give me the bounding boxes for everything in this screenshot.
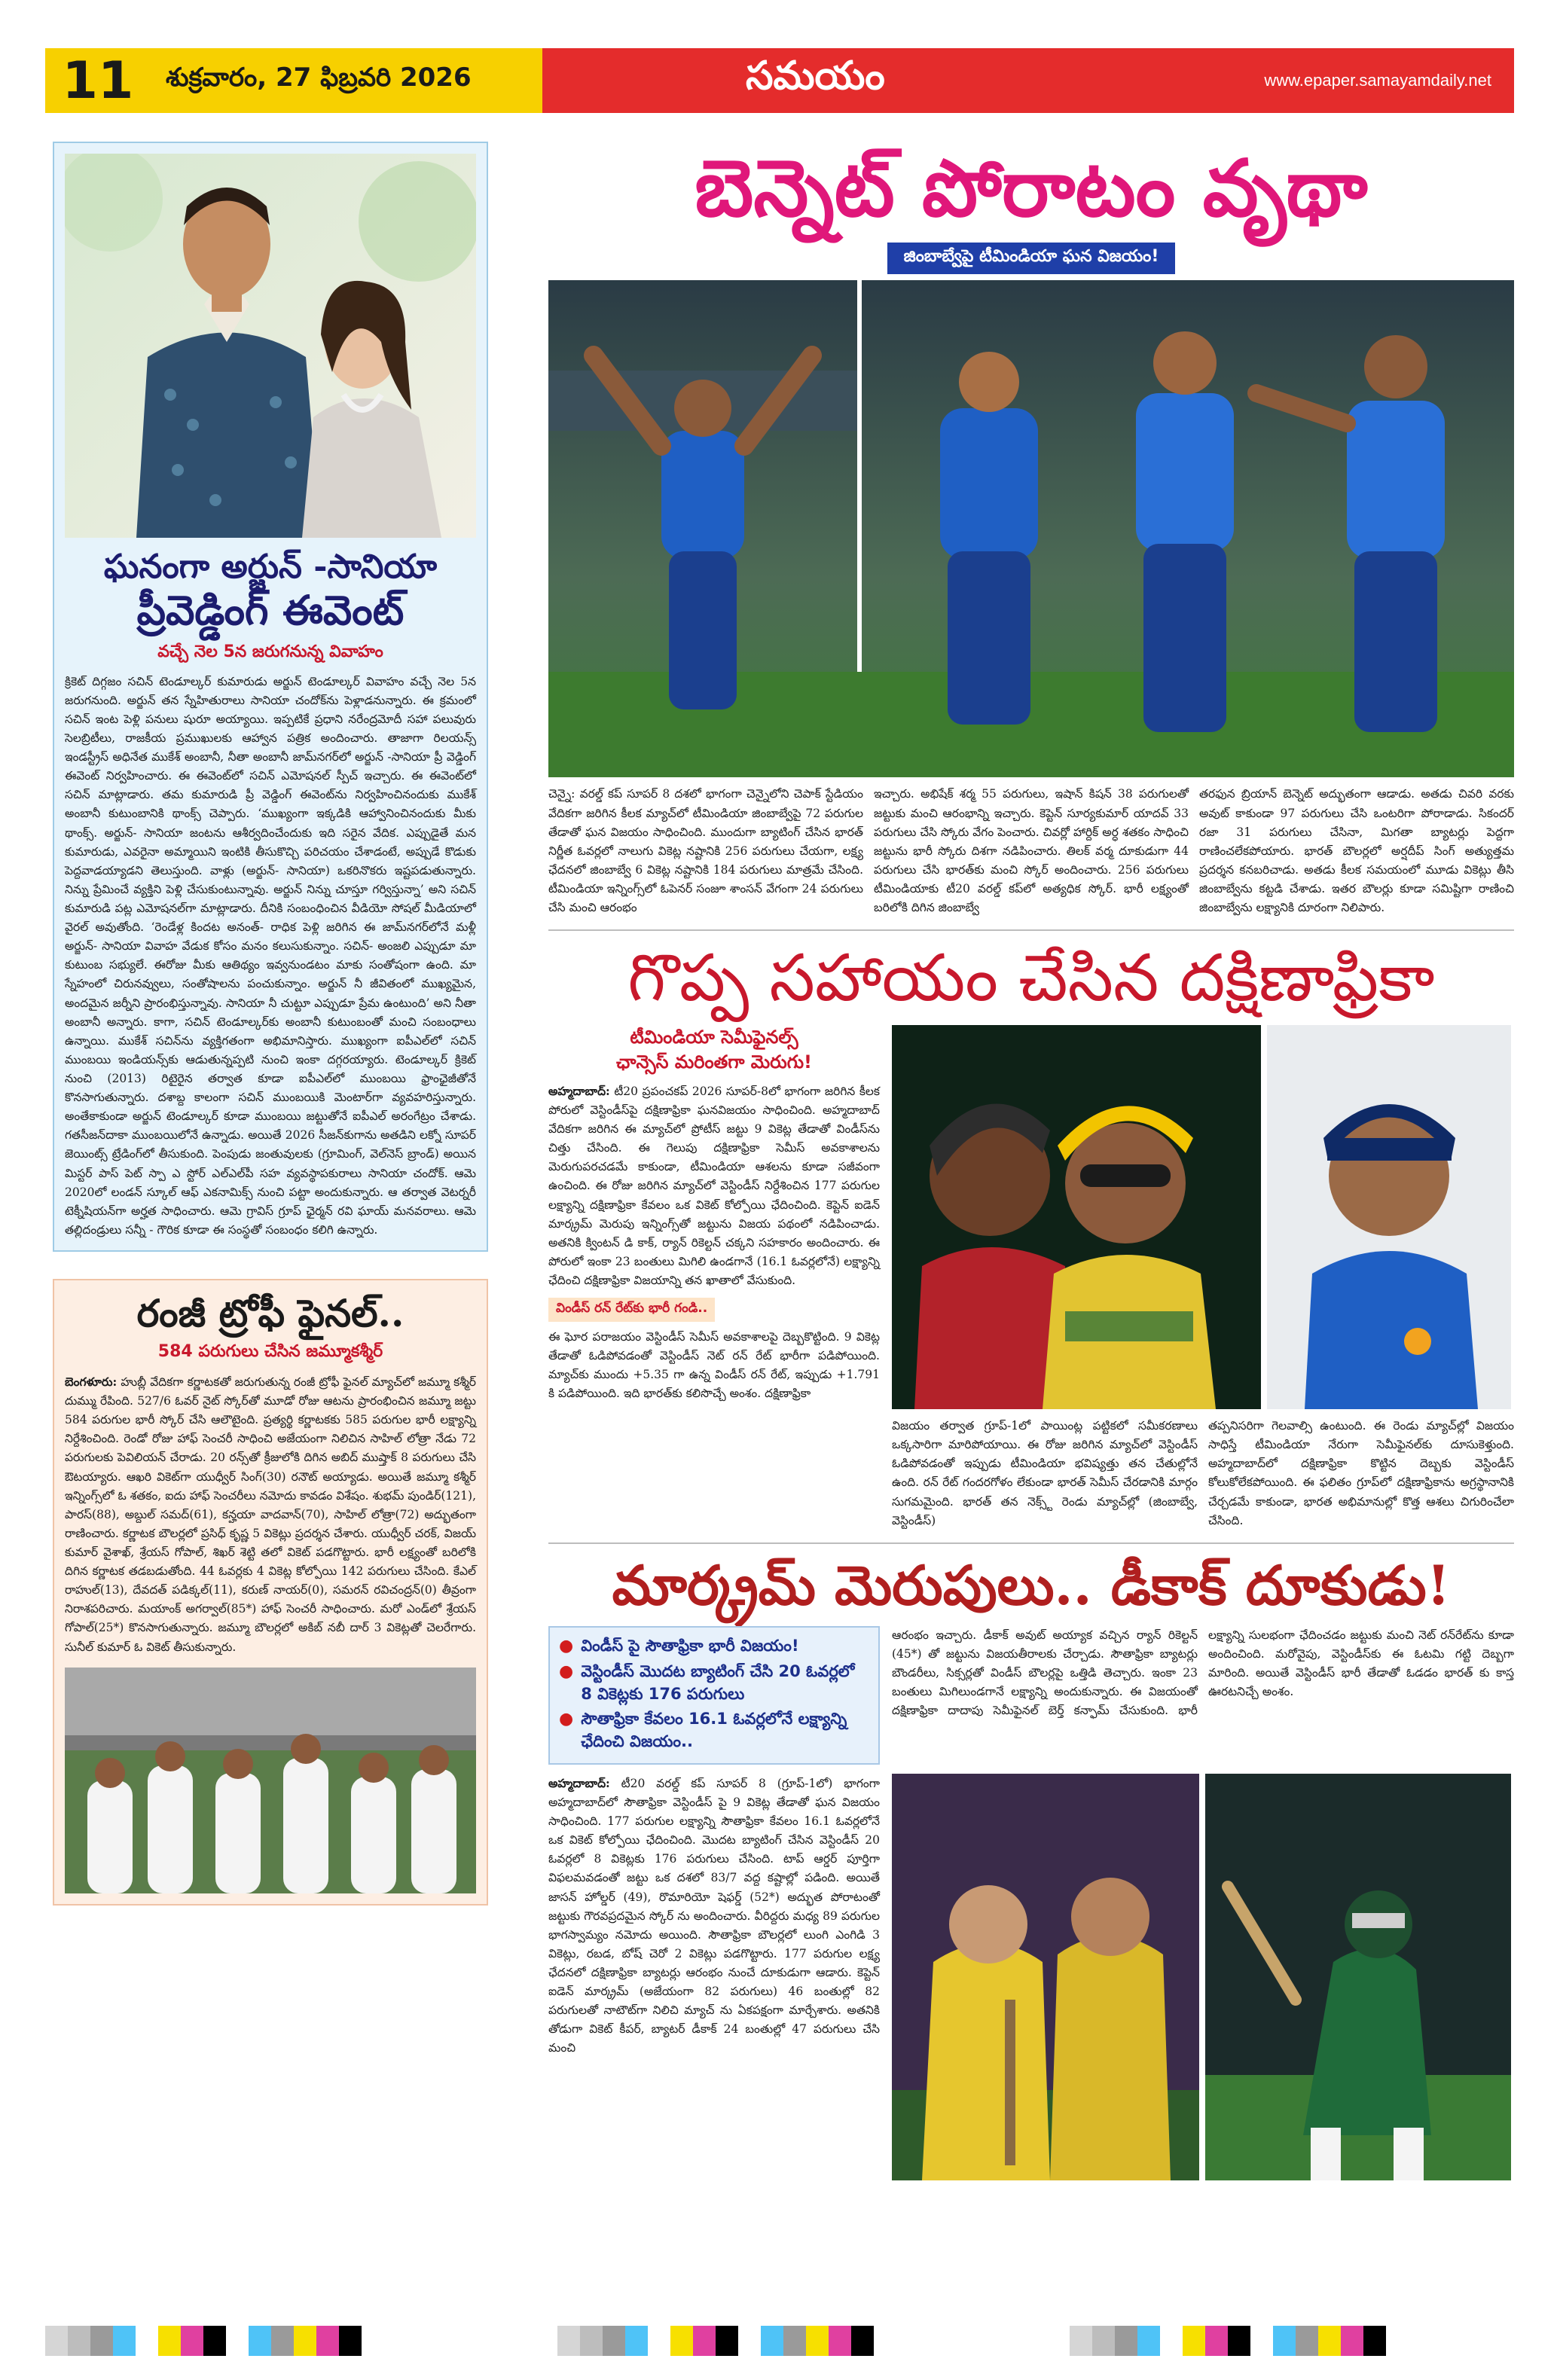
lead-column-3: తరఫున బ్రియాన్ బెన్నెట్ అద్భుతంగా ఆడాడు. అతడు చివరి వరకు అవుట్ కాకుండా 97 పరుగులు చేసి ఒంటరిగా పోరాడాడు. సికందర్ రజా 31 పరుగులు చేసినా, మిగతా బ్యాటర్లు పెద్దగా రాణించలేకపోయారు. భారత్ బౌలర్లలో అర్షదీప్ సింగ్ అత్యుత్తమ ప్రదర్శన కనబరిచాడు. అతడు కీలక సమయంలో మూడు వికెట్లు తీసి జింబాబ్వేను కట్టడి చేశాడు. ఇతర బౌలర్లు కూడా సమిష్టిగా రాణించి జింబాబ్వేను లక్ష్యానికి దూరంగా నిలిపారు. — [1199, 787, 1514, 915]
registration-swatch — [90, 2326, 113, 2356]
registration-swatch — [806, 2326, 829, 2356]
bullet-dot-icon: ● — [559, 1710, 574, 1729]
sa-players-illustration — [892, 1025, 1261, 1409]
sa-lower-columns — [892, 1417, 1514, 1530]
section-divider-1 — [548, 929, 1514, 931]
registration-swatch — [1296, 2326, 1318, 2356]
ranji-dateline: బెంగళూరు: — [65, 1374, 118, 1389]
lead-kicker: జింబాబ్వేపై టీమిండియా ఘన విజయం! — [887, 243, 1176, 274]
registration-swatch — [716, 2326, 738, 2356]
registration-swatch — [1273, 2326, 1296, 2356]
markram-photos — [892, 1774, 1514, 2180]
couple-photo-illustration — [65, 154, 476, 538]
registration-swatch — [1092, 2326, 1115, 2356]
masthead — [45, 48, 1514, 113]
registration-swatch — [648, 2326, 670, 2356]
registration-swatch — [738, 2326, 761, 2356]
markram-dateline: అహ్మదాబాద్: — [548, 1775, 610, 1790]
registration-swatch — [1363, 2326, 1386, 2356]
registration-swatch — [181, 2326, 203, 2356]
brand-bar — [542, 48, 1514, 113]
registration-swatch — [249, 2326, 271, 2356]
registration-swatch — [271, 2326, 294, 2356]
lead-column-2: ఇచ్చారు. అభిషేక్ శర్మ 55 పరుగులు, ఇషాన్ కిషన్ 38 పరుగులతో జట్టుకు మంచి ఆరంభాన్ని ఇచ్చారు. కెప్టెన్ సూర్యకుమార్ యాదవ్ 33 పరుగులు చేసి స్కోరు వేగం పెంచారు. చివర్లో హార్దిక్ అర్ధ శతకం సాధించి జట్టును భారీ స్కోరు దిశగా నడిపించారు. తిలక్ వర్మ దూకుడుగా 44 పరుగులు చేసి భారత్‌కు మంచి స్కోర్ అందించారు. 256 పరుగులు టీమిండియాకు టీ20 వరల్డ్ కప్‌లో అత్యధిక స్కోర్. భారీ లక్ష్యంతో బరిలోకి దిగిన జింబాబ్వే — [874, 787, 1189, 915]
registration-bar-left — [45, 2326, 362, 2356]
ranji-story-body — [65, 1372, 476, 1657]
couple-photo — [65, 154, 476, 538]
registration-swatch — [136, 2326, 158, 2356]
sa-body2-col1: ఈ ఘోర పరాజయం వెస్టిండీస్ సెమీస్ అవకాశాలపై దెబ్బకొట్టింది. 9 వికెట్ల తేడాతో ఓడిపోవడంతో వెస్టిండీస్ నెట్ రన్ రేట్ భారీగా పడిపోయింది. మ్యాచ్‌కు ముందు +5.35 గా ఉన్న విండీస్ రన్ రేట్, ఇప్పుడు +1.791 కి పడిపోయింది. ఇది భారత్‌కు కలిసొచ్చే అంశం. దక్షిణాఫ్రికా — [548, 1330, 880, 1401]
registration-swatch — [1137, 2326, 1160, 2356]
page-number: 11 — [45, 48, 151, 113]
sa-photos-and-text — [892, 1025, 1514, 1530]
arjun-story-body: క్రికెట్ దిగ్గజం సచిన్ టెండూల్కర్ కుమారుడు అర్జున్ టెండూల్కర్ వివాహం వచ్చే నెల 5న జరుగనుంది. అర్జున్ తన స్నేహితురాలు సానియా చందోక్‌ను పెళ్లాడనున్నారు. ఈ క్రమంలో సచిన్ ఇంట పెళ్లి పనులు షురూ అయ్యాయి. ఇప్పటికే ప్రధాని నరేంద్రమోదీ సహా పలువురు సెలబ్రిటీలు, రాజకీయ ప్రముఖులకు ఆహ్వాన పత్రిక అందించారు. తాజాగా రిలయన్స్ ఇండస్ట్రీస్ అధినేత ముకేశ్ అంబానీ, నీతా అంబానీ జామ్‌నగర్‌లో అర్జున్ -సానియా ప్రీ వెడ్డింగ్ ఈవెంట్ నిర్వహించారు. ఈ ఈవెంట్‌లో సచిన్ ఎమోషనల్ స్పీచ్ ఇచ్చారు. ఈ ఈవెంట్‌లో సచిన్ మాట్లాడారు. తమ కుమారుడి ప్రీ వెడ్డింగ్ ఈవెంట్‌ను నిర్వహించినందుకు ముకేశ్ అంబానీ కుటుంబానికి థాంక్స్ చెప్పారు. ‘ముఖ్యంగా ఇక్కడికి ఆహ్వానించినందుకు మీకు థాంక్స్. అర్జున్- సానియా జంటను ఆశీర్వదించేందుకు ఇది సరైన వేదిక. ఎప్పుడైతే మన కుమారుడు, ఎవరైనా అమ్మాయిని ఇంటికి తీసుకొచ్చి పరిచయం చేశాడంటే, అప్పుడే కొడుకు పెద్దవాడయ్యాడని తెలుస్తుంది. వాళ్లు (అర్జున్- సానియా) ఒకరినొకరు ఇష్టపడుతున్నారు. నిన్ను ప్రేమించే వ్యక్తిని పెళ్లి చేసుకుంటున్నావు. అర్జున్ నిన్ను చూస్తూ గర్విస్తున్నా’ అని సచిన్ కుమారుడి పట్ల ఎమోషనల్‌గా మాట్లాడారు. దీనికి సంబంధించిన వీడియో సోషల్ మీడియాలో వైరల్ అవుతోంది. ‘రెండేళ్ల కిందట అనంత్- రాధిక పెళ్లి జరిగిన ఈ జామ్‌నగర్‌లోనే మళ్లీ అర్జున్- సానియా వివాహ వేడుక కోసం మనం కలుసుకున్నాం. సచిన్- అంజలి ఎప్పుడూ మా కుటుంబ సభ్యులే. ఈరోజు మీకు ఆతిథ్యం ఇవ్వనుండటం మాకు సంతోషంగా ఉంది. మా స్నేహంలో చిరునవ్వులు, సంతోషాలను పంచుకున్నాం. అర్జున్ నీ జీవితంలో ముఖ్యమైన, అందమైన జర్నీని ప్రారంభిస్తున్నావు. సానియా నీ చుట్టూ ఎప్పుడూ ప్రేమ ఉంటుంది’ అని నీతా అంబానీ అన్నారు. కాగా, సచిన్ టెండూల్కర్‌కు అంబానీ కుటుంబంతో మంచి సంబంధాలు ఉన్నాయి. ముకేశ్ సచిన్‌ను వ్యక్తిగతంగా అభిమానిస్తారు. ముఖ్యంగా ఐపీఎల్‌లో సచిన్ ముంబయి ఇండియన్స్‌కు ఆడుతున్నప్పటి నుంచి ఇంకా దగ్గరయ్యారు. టెండూల్కర్ క్రికెట్ నుంచి (2013) రిటైరైన తర్వాత కూడా ఐపీఎల్‌లో ముంబయి ఫ్రాంఛైజీతోనే కొనసాగుతున్నారు. దశాబ్ద కాలంగా సచిన్ ముంబయికి మెంటార్‌గా వ్యవహరిస్తున్నారు. అంతేకాకుండా అర్జున్ టెండూల్కర్ కూడా ముంబయి జట్టుతోనే ఐపీఎల్ అరంగేట్రం చేశాడు. గతసీజన్‌దాకా ముంబయిలోనే ఉన్నాడు. అయితే 2026 సీజన్‌కుగాను అతడిని లక్నో సూపర్ జెయింట్స్ ట్రేడింగ్‌లో తీసుకుంది. పెంపుడు జంతువులకు (గ్రూమింగ్, వెల్‌నెస్ బ్రాండ్) అయిన మిస్టర్ పాస్ పెట్ స్పా ఎ స్టోర్ ఎల్‌ఎల్‌పీ సహ వ్యవస్థాపకురాలు సానియా చందోక్. ఆమె 2020లో లండన్ స్కూల్ ఆఫ్ ఎకనామిక్స్ నుంచి పట్టా అందుకున్నారు. ఆ తర్వాత వెటర్నరీ టెక్నీషియన్‌గా అర్హత సాధించారు. ఆమె గ్రావిస్ గ్రూప్ ఛైర్మన్ రవి ఘాయ్ మనవరాలు. ఆమె తల్లిదండ్రులు సన్నీ - గౌరిక కూడా ఈ సంస్థతో సంబంధం కలిగి ఉన్నారు. — [65, 674, 476, 1237]
arjun-sania-story — [53, 142, 488, 1252]
registration-swatch — [158, 2326, 181, 2356]
registration-swatch — [1115, 2326, 1137, 2356]
registration-swatch — [1318, 2326, 1341, 2356]
left-column — [53, 142, 488, 1906]
suryakumar-photo — [1267, 1025, 1511, 1409]
registration-swatch — [68, 2326, 90, 2356]
registration-swatch — [1341, 2326, 1363, 2356]
celebration-photo-illustration — [548, 280, 1514, 777]
registration-swatch — [113, 2326, 136, 2356]
registration-swatch — [203, 2326, 226, 2356]
ranji-body-text: హుబ్లీ వేదికగా కర్ణాటకతో జరుగుతున్న రంజీ ట్రోఫీ ఫైనల్ మ్యాచ్‌లో జమ్మూ కశ్మీర్ దుమ్ము రేపింది. 527/6 ఓవర్ నైట్ స్కోర్‌తో మూడో రోజు ఆటను ప్రారంభించిన జమ్మూ జట్టు 584 పరుగుల భారీ స్కోర్ చేసి ఆలౌటైంది. ప్రత్యర్థి కర్ణాటకకు 585 పరుగుల భారీ లక్ష్యాన్ని నిర్దేశించింది. రెండో రోజు హాఫ్ సెంచరీ సాధించి అజేయంగా నిలిచిన సాహిల్ లోత్రా నేడు 72 పరుగులకు పెవిలియన్ చేరాడు. 20 రన్స్‌తో క్రీజులోకి దిగిన అబిద్ ముష్తాక్ 8 పరుగులు చేసి ఔటయ్యారు. ఆఖరి వికెట్‌గా యుధ్వీర్ సింగ్(30) రనౌట్ అయ్యాడు. అయితే జమ్మూ కశ్మీర్ ఇన్నింగ్స్‌లో ఓ శతకం, ఐదు హాఫ్ సెంచరీలు నమోదు కావడం విశేషం. శుభమ్ పుండిర్(121), పారస్(88), అబ్దుల్ సమద్(61), కన్హయా వాదవాన్(70), సాహిల్ లోత్రా(72) అద్భుతంగా రాణించారు. కర్ణాటక బౌలర్లలో ప్రసిధ్ కృష్ణ 5 వికెట్లు ప్రదర్శన చేశారు. యుధ్వీర్ చరక్, విజయ్ కుమార్ వైశాఖ్, శ్రేయస్ గోపాల్, శిఖర్ శెట్టి తలో వికెట్ పడగొట్టారు. భారీ లక్ష్యంతో బరిలోకి దిగిన కర్ణాటక తడబడుతోంది. 44 ఓవర్లకు 4 వికెట్ల కోల్పోయి 142 పరుగులు చేసింది. కేఎల్ రాహుల్(13), దేవదత్ పడిక్కల్(11), కరుణ్ నాయర్(0), సమరన్ రవిచంద్రన్(0) తీవ్రంగా నిరాశపరిచారు. మయాంక్ అగర్వాల్(85*) హాఫ్ సెంచరీ సాధించారు. మరో ఎండ్‌లో శ్రేయస్ గోపాల్(25*) కొనసాగుతున్నారు. జమ్మూ బౌలర్లలో అకిబ్ నబీ దార్ 3 వికెట్లతో చెలరేగారు. సునీల్ కుమార్ ఓ వికెట్ తీసుకున్నారు. — [65, 1375, 476, 1654]
bullet-dot-icon: ● — [559, 1636, 574, 1655]
registration-swatch — [45, 2326, 68, 2356]
sa-dateline: అహ్మదాబాద్: — [548, 1083, 610, 1098]
sa-subheadline-1: టీమిండియా సెమీఫైనల్స్ — [630, 1027, 798, 1048]
registration-swatch — [580, 2326, 603, 2356]
markram-highlights — [548, 1626, 880, 1765]
batter-shot-photo — [1205, 1774, 1511, 2180]
registration-swatch — [693, 2326, 716, 2356]
registration-swatch — [670, 2326, 693, 2356]
registration-swatch — [1160, 2326, 1183, 2356]
sa-body2-col3: తప్పనిసరిగా గెలవాల్సి ఉంటుంది. ఈ రెండు మ్యాచ్‌ల్లో విజయం సాధిస్తే టీమిండియా నేరుగా సెమీఫైనల్‌కు దూసుకెళ్తుంది. అహ్మదాబాద్‌లో దక్షిణాఫ్రికా కొట్టిన దెబ్బకు వెస్టిండీస్ కోలుకోలేకపోయింది. ఈ ఫలితం గ్రూప్‌లో దక్షిణాఫ్రికాను అగ్రస్థానానికి చేర్చడమే కాకుండా, భారత అభిమానుల్లో కొత్త ఆశలు చిగురించేలా చేసింది. — [1208, 1419, 1514, 1527]
ranji-subheadline: 584 పరుగులు చేసిన జమ్మూకశ్మీర్ — [157, 1341, 383, 1361]
registration-swatch — [1070, 2326, 1092, 2356]
markram-top-block — [548, 1626, 1514, 1765]
sa-body-text: టీ20 ప్రపంచకప్ 2026 సూపర్-8లో భాగంగా జరిగిన కీలక పోరులో వెస్టిండీస్‌పై దక్షిణాఫ్రికా ఘనవిజయం సాధించింది. అహ్మదాబాద్ వేదికగా జరిగిన ఈ మ్యాచ్‌లో ప్రోటీస్ జట్టు 9 వికెట్ల తేడాతో విండీస్‌ను చిత్తు చేసింది. ఈ గెలుపు దక్షిణాఫ్రికా సెమీస్ అవకాశాలను మెరుగుపరచడమే కాకుండా, టీమిండియా ఆశలను కూడా సజీవంగా ఉంచింది. ఈ రోజు జరిగిన మ్యాచ్‌లో వెస్టిండీస్ నిర్దేశించిన 177 పరుగుల లక్ష్యాన్ని దక్షిణాఫ్రికా కేవలం ఒక వికెట్ కోల్పోయి ఛేదించింది. కెప్టెన్ ఐడెన్ మార్క్రమ్ మెరుపు ఇన్నింగ్స్‌తో జట్టును విజయ పథంలో నడిపించాడు. అతనికి క్వింటన్ డి కాక్, ర్యాన్ రికెల్టన్ చక్కని సహకారం అందించారు. ఈ పోరులో ఇంకా 23 బంతులు మిగిలి ఉండగానే (16.1 ఓవర్లలోనే) లక్ష్యాన్ని ఛేదించి దక్షిణాఫ్రికా విజయాన్ని తన ఖాతాలో వేసుకుంది. — [548, 1084, 880, 1287]
lead-column-1: చెన్నై: వరల్డ్ కప్ సూపర్ 8 దశలో భాగంగా చెన్నైలోని చెపాక్ స్టేడియం వేదికగా జరిగిన కీలక మ్యాచ్‌లో టీమిండియా జింబాబ్వేపై 72 పరుగుల తేడాతో ఘన విజయం సాధించింది. ముందుగా బ్యాటింగ్ చేసిన భారత్ నిర్ణీత ఓవర్లలో నాలుగు వికెట్ల నష్టానికి 256 పరుగులు చేయగా, లక్ష్య ఛేదనలో జింబాబ్వే 6 వికెట్ల నష్టానికి 184 పరుగులు మాత్రమే చేసింది. టీమిండియా ఇన్నింగ్స్‌లో ఓపెనర్ సంజూ శాంసన్ వేగంగా 24 పరుగులు చేసి మంచి ఆరంభం — [548, 787, 863, 915]
ranji-trophy-story — [53, 1279, 488, 1906]
sa-story-text — [548, 1025, 880, 1530]
registration-swatch — [603, 2326, 625, 2356]
lead-kicker-wrap — [548, 243, 1514, 274]
markram-story-body — [548, 1774, 880, 2180]
section-divider-2 — [548, 1542, 1514, 1544]
markram-dekock-illustration — [892, 1774, 1199, 2180]
sa-subheadline-2: ఛాన్సెస్ మరింతగా మెరుగు! — [616, 1051, 812, 1073]
sa-players-photo — [892, 1025, 1261, 1409]
markram-bullet-text-1: విండీస్ పై సౌతాఫ్రికా భారీ విజయం! — [581, 1636, 799, 1655]
sa-story-block — [548, 1025, 1514, 1530]
team-india-celebration-photo — [548, 280, 1514, 777]
epaper-link[interactable]: www.epaper.samayamdaily.net — [1264, 71, 1491, 90]
markram-bottom-block — [548, 1774, 1514, 2180]
registration-bar-middle — [557, 2326, 874, 2356]
sa-body2-col2: విజయం తర్వాత గ్రూప్-1లో పాయింట్ల పట్టికలో సమీకరణాలు ఒక్కసారిగా మారిపోయాయి. ఈ రోజు జరిగిన మ్యాచ్‌లో వెస్టిండీస్ ఓడిపోవడంతో ఇప్పుడు టీమిండియా భవిష్యత్తు తన చేతుల్లోనే ఉంది. రన్ రేట్ గందరగోళం లేకుండా భారత్ సెమీస్ చేరడానికి మార్గం సుగమమైంది. భారత్ తన నెక్స్ట్ రెండు మ్యాచ్‌ల్లో (జింబాబ్వే, వెస్టిండీస్) — [892, 1419, 1198, 1527]
sa-box-heading: విండీస్ రన్ రేట్‌కు భారీ గండి.. — [548, 1298, 715, 1322]
arjun-subheadline: వచ్చే నెల 5న జరుగనున్న వివాహం — [157, 642, 383, 661]
sa-story-body — [548, 1082, 880, 1290]
registration-swatch — [625, 2326, 648, 2356]
registration-swatch — [557, 2326, 580, 2356]
markram-body-text: టీ20 వరల్డ్ కప్ సూపర్ 8 (గ్రూప్-1లో) భాగంగా అహ్మదాబాద్‌లో సౌతాఫ్రికా వెస్టిండీస్ పై 9 వికెట్ల తేడాతో ఘన విజయం సాధించింది. 177 పరుగుల లక్ష్యాన్ని సౌతాఫ్రికా కేవలం 16.1 ఓవర్లలోనే ఒక వికెట్ కోల్పోయి ఛేదించింది. మొదట బ్యాటింగ్ చేసిన వెస్టిండీస్ 20 ఓవర్లలో 8 వికెట్లకు 176 పరుగులు చేసింది. టాప్ ఆర్డర్ పూర్తిగా విఫలమవడంతో జట్టు ఒక దశలో 83/7 వద్ద కష్టాల్లో పడింది. అయితే జాసన్ హోల్డర్ (49), రొమారియో షెఫర్డ్ (52*) అద్భుత పోరాటంతో జట్టుకు గౌరవప్రదమైన స్కోర్ ను అందించారు. వీరిద్దరు మధ్య 89 పరుగుల భాగస్వామ్యం నమోదు అయింది. సౌతాఫ్రికా బౌలర్లలో లుంగి ఎంగిడి 3 వికెట్లు, రబడ, బోష్ చెరో 2 వికెట్లు పడగొట్టారు. 177 పరుగుల లక్ష్య ఛేదనలో దక్షిణాఫ్రికా బ్యాటర్లు ఆరంభం నుంచే దూకుడుగా ఆడారు. కెప్టెన్ ఐడెన్ మార్క్రమ్ (అజేయంగా 82 పరుగులు) 46 బంతుల్లో 82 పరుగులతో నాటౌట్‌గా నిలిచి మ్యాచ్ ను ఏకపక్షంగా మార్చేశారు. అతనికి తోడుగా వికెట్ కీపర్, బ్యాటర్ డీకాక్ 24 బంతుల్లో 47 పరుగులు చేసి మంచి — [548, 1776, 880, 2055]
lead-story-columns — [548, 785, 1514, 917]
markram-headline: మార్క్రమ్ మెరుపులు.. డీకాక్ దూకుడు! — [612, 1552, 1451, 1617]
markram-bullet-3 — [559, 1708, 869, 1753]
registration-bar-right — [1070, 2326, 1386, 2356]
registration-swatch — [829, 2326, 851, 2356]
edition-date: శుక్రవారం, 27 ఫిబ్రవరి 2026 — [151, 48, 542, 113]
markram-bullet-text-2: వెస్టిండీస్ మొదట బ్యాటింగ్ చేసి 20 ఓవర్లలో 8 వికెట్లకు 176 పరుగులు — [581, 1662, 855, 1703]
registration-swatch — [761, 2326, 783, 2356]
newspaper-logo: సమయం — [746, 53, 885, 99]
suryakumar-illustration — [1267, 1025, 1511, 1409]
batter-shot-illustration — [1205, 1774, 1511, 2180]
markram-bullet-2 — [559, 1661, 869, 1705]
registration-swatch — [316, 2326, 339, 2356]
markram-top-text: ఆరంభం ఇచ్చారు. డీకాక్ అవుట్ అయ్యాక వచ్చిన ర్యాన్ రికెల్టన్ (45*) తో జట్టును విజయతీరాలకు చేర్చాడు. సౌతాఫ్రికా బ్యాటర్లు బౌండరీలు, సిక్సర్లతో విండీస్ బౌలర్లపై ఒత్తిడి తెచ్చారు. ఇంకా 23 బంతులు మిగిలుండగానే లక్ష్యాన్ని అందుకున్నారు. ఈ విజయంతో దక్షిణాఫ్రికా దాదాపు సెమీఫైనల్ బెర్త్ కన్ఫామ్ చేసుకుంది. భారీ లక్ష్యాన్ని సులభంగా ఛేదించడం జట్టుకు మంచి నెట్ రన్‌రేట్‌ను కూడా అందించింది. మరోవైపు, వెస్టిండీస్‌కు ఈ ఓటమి గట్టి దెబ్బగా మారింది. అయితే వెస్టిండీస్ భారీ తేడాతో ఓడడం భారత్ కు కాస్త ఊరటనిచ్చే అంశం. — [892, 1628, 1514, 1718]
lead-headline: బెన్నెట్ పోరాటం వృథా — [695, 142, 1368, 234]
bullet-dot-icon: ● — [559, 1662, 574, 1682]
registration-swatch — [1228, 2326, 1250, 2356]
registration-swatch — [1205, 2326, 1228, 2356]
ranji-headline: రంజీ ట్రోఫీ ఫైనల్.. — [136, 1290, 405, 1335]
registration-swatch — [339, 2326, 362, 2356]
registration-swatch — [1250, 2326, 1273, 2356]
registration-swatch — [783, 2326, 806, 2356]
registration-swatch — [226, 2326, 249, 2356]
markram-bullet-1 — [559, 1635, 869, 1658]
sa-box-heading-wrap — [548, 1298, 880, 1322]
registration-swatch — [294, 2326, 316, 2356]
markram-bullet-text-3: సౌతాఫ్రికా కేవలం 16.1 ఓవర్లలోనే లక్ష్యాన్ని ఛేదించి విజయం.. — [581, 1710, 847, 1750]
registration-swatch — [851, 2326, 874, 2356]
arjun-headline-line1: ఘనంగా అర్జున్ -సానియా — [103, 548, 438, 586]
main-column — [548, 142, 1514, 2180]
arjun-headline-line2: ప్రీవెడ్డింగ్ ఈవెంట్ — [136, 585, 405, 634]
ranji-team-photo — [65, 1668, 476, 1893]
registration-swatch — [1183, 2326, 1205, 2356]
sa-photo-row — [892, 1025, 1514, 1409]
markram-dekock-photo — [892, 1774, 1199, 2180]
ranji-photo-illustration — [65, 1668, 476, 1893]
sa-headline: గొప్ప సహాయం చేసిన దక్షిణాఫ్రికా — [627, 941, 1435, 1017]
